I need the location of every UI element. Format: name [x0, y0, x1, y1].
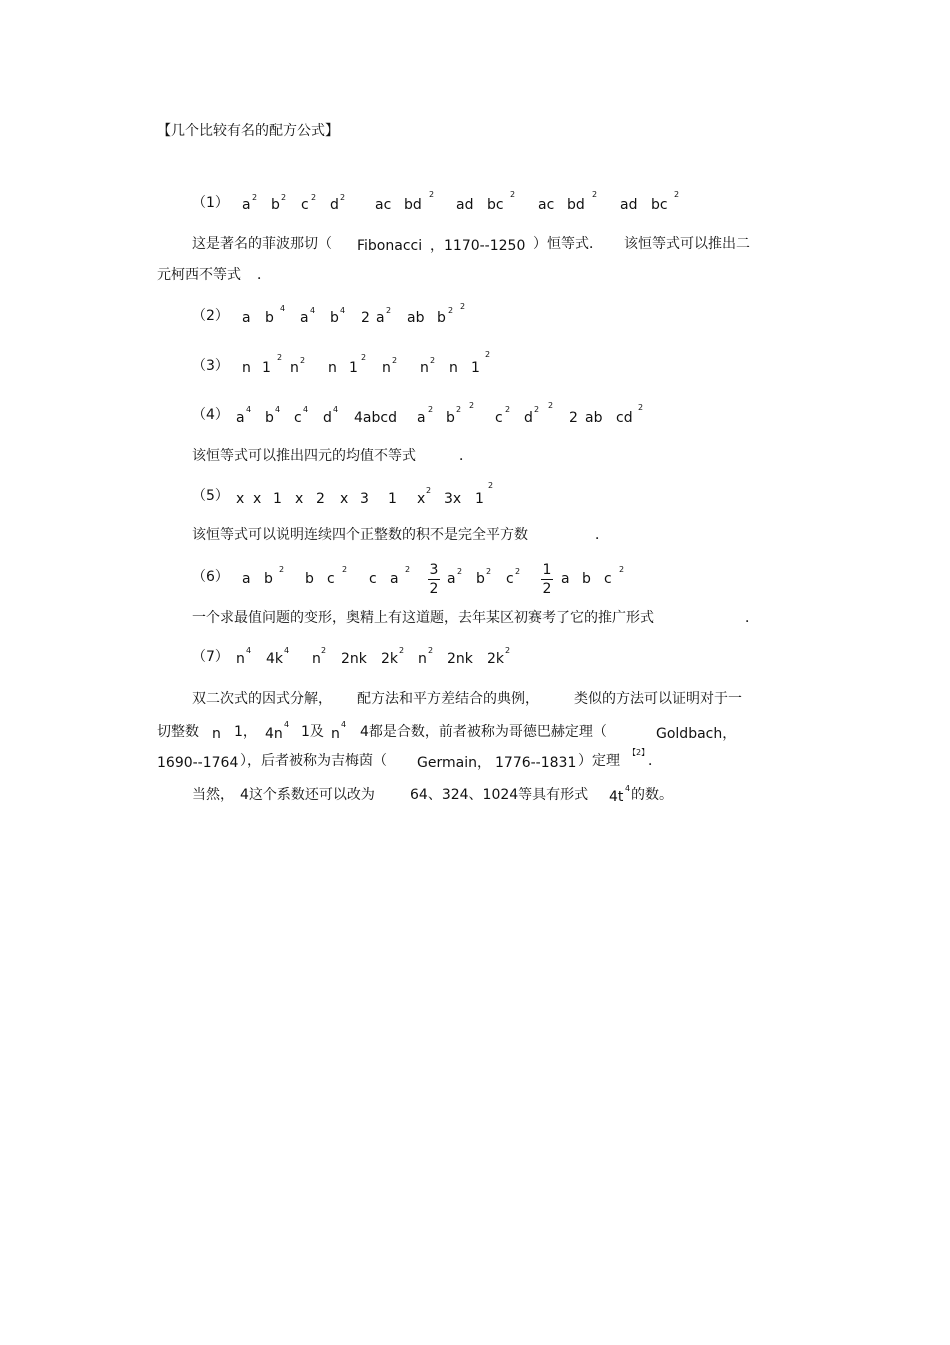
- formula-term: d: [524, 410, 533, 426]
- formula-term: b: [305, 571, 314, 587]
- formula-term: n: [312, 651, 321, 667]
- formula-term: 2: [316, 491, 325, 507]
- formula-term: n: [236, 651, 245, 667]
- exponent: 2: [405, 565, 411, 574]
- exponent: 4: [246, 646, 252, 655]
- formula-term: b: [265, 410, 274, 426]
- exponent: 2: [510, 190, 516, 199]
- exponent: 2: [486, 567, 492, 576]
- formula-term: 3: [360, 491, 369, 507]
- section-title: 【几个比较有名的配方公式】: [157, 123, 339, 139]
- text: 当然，: [192, 787, 234, 803]
- exponent: 2: [430, 356, 436, 365]
- text: 该恒等式可以说明连续四个正整数的积不是完全平方数: [192, 527, 528, 543]
- formula-term: 2nk: [447, 651, 473, 667]
- text: 该恒等式可以推出二: [624, 236, 750, 252]
- exponent: 4: [333, 405, 339, 414]
- text: 该恒等式可以推出四元的均值不等式: [192, 448, 416, 464]
- text: ．: [745, 610, 759, 626]
- exponent: 2: [469, 401, 475, 410]
- formula-term: d: [323, 410, 332, 426]
- exponent: 2: [448, 306, 454, 315]
- formula-term: a: [447, 571, 456, 587]
- text: 1776--1831: [495, 755, 577, 771]
- exponent: 2: [428, 646, 434, 655]
- formula-term: n: [418, 651, 427, 667]
- formula-number: （5）: [192, 488, 229, 504]
- formula-term: 1: [388, 491, 397, 507]
- exponent: 2: [279, 565, 285, 574]
- exponent: 2: [300, 356, 306, 365]
- text: 切整数: [157, 724, 199, 740]
- text: ，1170--1250: [430, 238, 526, 254]
- formula-term: 2nk: [341, 651, 367, 667]
- fraction-denominator: 2: [542, 581, 552, 597]
- text: ．: [595, 527, 609, 543]
- math-text: 1，: [234, 724, 257, 740]
- formula-term: a: [417, 410, 426, 426]
- formula-term: c: [506, 571, 514, 587]
- formula-term: x: [236, 491, 245, 507]
- exponent: 2: [592, 190, 598, 199]
- exponent: 4: [246, 405, 252, 414]
- math-text: n: [331, 726, 340, 742]
- exponent: 2: [548, 401, 554, 410]
- formula-term: bc: [487, 197, 504, 213]
- formula-term: d: [330, 197, 339, 213]
- formula-term: 2k: [381, 651, 399, 667]
- exponent: 2: [252, 193, 258, 202]
- formula-term: 2: [361, 310, 370, 326]
- text: Fibonacci: [357, 238, 423, 254]
- formula-term: a: [390, 571, 399, 587]
- exponent: 4: [310, 306, 316, 315]
- text: 一个求最值问题的变形，奥精上有这道题，去年某区初赛考了它的推广形式: [192, 610, 654, 626]
- formula-term: ab: [407, 310, 425, 326]
- formula-term: n: [449, 360, 458, 376]
- formula-term: cd: [616, 410, 633, 426]
- fraction-bar: [428, 579, 440, 580]
- formula-term: ab: [585, 410, 603, 426]
- text: ．: [459, 448, 473, 464]
- formula-term: b: [265, 310, 274, 326]
- text: 64、324、1024等具有形式: [410, 787, 589, 803]
- text: ）定理: [578, 753, 620, 769]
- formula-term: a: [242, 197, 251, 213]
- formula-term: 4k: [266, 651, 284, 667]
- exponent: 4: [275, 405, 281, 414]
- exponent: 4: [284, 646, 290, 655]
- exponent: 2: [361, 353, 367, 362]
- exponent: 4: [280, 304, 286, 313]
- formula-term: ad: [456, 197, 474, 213]
- text: 这是著名的菲波那切（: [192, 236, 332, 252]
- formula-term: b: [437, 310, 446, 326]
- formula-term: 1: [262, 360, 271, 376]
- text: ）恒等式．: [533, 236, 603, 252]
- fraction-numerator: 1: [542, 562, 552, 578]
- formula-term: 1: [471, 360, 480, 376]
- formula-term: a: [242, 310, 251, 326]
- formula-term: n: [290, 360, 299, 376]
- text: Germain，: [417, 755, 491, 771]
- formula-term: c: [604, 571, 612, 587]
- math-text: 4n: [265, 726, 283, 742]
- formula-term: a: [376, 310, 385, 326]
- formula-number: （1）: [192, 195, 229, 211]
- text: 配方法和平方差结合的典例，: [357, 691, 539, 707]
- formula-term: a: [236, 410, 245, 426]
- formula-term: c: [327, 571, 335, 587]
- formula-number: （7）: [192, 649, 229, 665]
- text: ．: [648, 753, 662, 769]
- formula-term: b: [264, 571, 273, 587]
- exponent: 2: [342, 565, 348, 574]
- exponent: 4: [341, 720, 347, 729]
- formula-term: x: [340, 491, 349, 507]
- formula-term: n: [328, 360, 337, 376]
- reference-mark: 【2】: [628, 748, 650, 757]
- formula-number: （4）: [192, 407, 229, 423]
- exponent: 2: [392, 356, 398, 365]
- formula-term: bd: [404, 197, 422, 213]
- fraction-denominator: 2: [429, 581, 439, 597]
- exponent: 2: [429, 190, 435, 199]
- formula-term: c: [294, 410, 302, 426]
- fraction-bar: [541, 579, 553, 580]
- exponent: 2: [386, 306, 392, 315]
- exponent: 2: [311, 193, 317, 202]
- text: 的数。: [631, 787, 673, 803]
- formula-number: （3）: [192, 358, 229, 374]
- exponent: 2: [638, 403, 644, 412]
- fraction-numerator: 3: [429, 562, 439, 578]
- exponent: 2: [674, 190, 680, 199]
- text: 双二次式的因式分解，: [192, 691, 332, 707]
- formula-number: （2）: [192, 308, 229, 324]
- text: 4都是合数，前者被称为哥德巴赫定理（: [360, 724, 607, 740]
- formula-term: 1: [349, 360, 358, 376]
- formula-term: a: [242, 571, 251, 587]
- formula-term: n: [242, 360, 251, 376]
- formula-term: 2k: [487, 651, 505, 667]
- formula-term: n: [420, 360, 429, 376]
- formula-term: 2: [569, 410, 578, 426]
- exponent: 2: [534, 405, 540, 414]
- formula-term: ac: [375, 197, 392, 213]
- formula-term: 1: [273, 491, 282, 507]
- formula-term: b: [582, 571, 591, 587]
- formula-term: ac: [538, 197, 555, 213]
- formula-term: 1: [475, 491, 484, 507]
- math-text: 4t: [609, 789, 624, 805]
- exponent: 2: [505, 405, 511, 414]
- formula-term: b: [271, 197, 280, 213]
- exponent: 2: [619, 565, 625, 574]
- exponent: 2: [488, 481, 494, 490]
- exponent: 2: [281, 193, 287, 202]
- formula-term: bc: [651, 197, 668, 213]
- formula-term: x: [295, 491, 304, 507]
- formula-term: 3x: [444, 491, 462, 507]
- text: ．: [257, 267, 271, 283]
- formula-term: c: [301, 197, 309, 213]
- exponent: 2: [321, 646, 327, 655]
- exponent: 2: [428, 405, 434, 414]
- exponent: 2: [426, 486, 432, 495]
- formula-term: bd: [567, 197, 585, 213]
- fraction-one-half: [540, 563, 554, 597]
- formula-term: n: [382, 360, 391, 376]
- exponent: 2: [399, 646, 405, 655]
- text: 类似的方法可以证明对于一: [574, 691, 742, 707]
- formula-term: b: [446, 410, 455, 426]
- exponent: 2: [456, 405, 462, 414]
- exponent: 2: [460, 302, 466, 311]
- formula-term: b: [330, 310, 339, 326]
- formula-term: a: [300, 310, 309, 326]
- exponent: 4: [284, 720, 290, 729]
- exponent: 2: [340, 193, 346, 202]
- formula-term: c: [495, 410, 503, 426]
- formula-term: b: [476, 571, 485, 587]
- text: 1及: [301, 724, 324, 740]
- formula-number: （6）: [192, 569, 229, 585]
- exponent: 2: [485, 350, 491, 359]
- text: 4这个系数还可以改为: [240, 787, 375, 803]
- formula-term: a: [561, 571, 570, 587]
- text: ），后者被称为吉梅茵（: [240, 753, 387, 769]
- exponent: 4: [625, 784, 631, 793]
- exponent: 2: [457, 567, 463, 576]
- formula-term: c: [369, 571, 377, 587]
- text: 1690--1764: [157, 755, 239, 771]
- exponent: 2: [505, 646, 511, 655]
- formula-term: x: [253, 491, 262, 507]
- exponent: 4: [303, 405, 309, 414]
- exponent: 2: [515, 567, 521, 576]
- text: 元柯西不等式: [157, 267, 241, 283]
- formula-term: ad: [620, 197, 638, 213]
- formula-term: 4abcd: [354, 410, 397, 426]
- exponent: 2: [277, 353, 283, 362]
- exponent: 4: [340, 306, 346, 315]
- fraction-three-halves: [427, 563, 441, 597]
- math-text: n: [212, 726, 221, 742]
- text: Goldbach，: [656, 726, 737, 742]
- formula-term: x: [417, 491, 426, 507]
